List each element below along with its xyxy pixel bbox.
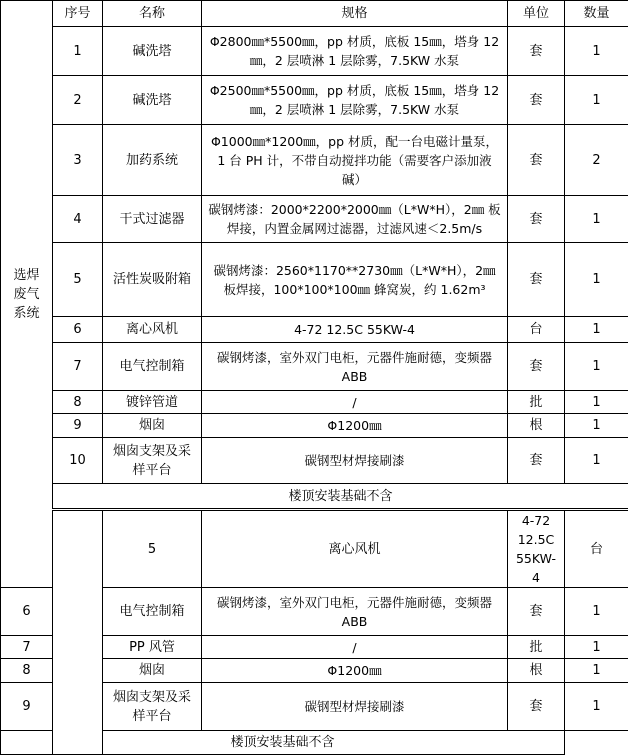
qty-cell: 1 <box>565 636 628 659</box>
name-cell: 离心风机 <box>103 317 202 343</box>
seq-cell: 10 <box>53 438 103 484</box>
header-name: 名称 <box>103 1 202 27</box>
unit-cell: 套 <box>508 243 565 317</box>
note-cell: 楼顶安装基础不含 <box>53 484 628 510</box>
header-unit: 单位 <box>508 1 565 27</box>
seq-cell: 7 <box>1 636 53 659</box>
unit-cell: 套 <box>508 27 565 76</box>
qty-cell: 1 <box>565 659 628 683</box>
name-cell: 烟囱支架及采样平台 <box>103 683 202 731</box>
spec-cell: Φ2500㎜*5500㎜，pp 材质，底板 15㎜，塔身 12㎜，2 层喷淋 1 层除雾，7.5KW 水泵 <box>202 76 508 125</box>
seq-cell: 5 <box>53 243 103 317</box>
unit-cell: 套 <box>508 125 565 196</box>
name-cell: 加药系统 <box>103 125 202 196</box>
table-row <box>1 438 628 484</box>
spec-cell: 碳钢烤漆：2000*2200*2000㎜（L*W*H），2㎜ 板焊接，内置金属网过滤器，过滤风速＜2.5m/s <box>202 196 508 243</box>
unit-cell: 套 <box>508 588 565 636</box>
table-row <box>1 196 628 243</box>
seq-cell: 2 <box>53 76 103 125</box>
header-qty: 数量 <box>565 1 628 27</box>
name-cell: 活性炭吸附箱 <box>103 243 202 317</box>
seq-cell: 9 <box>1 683 53 731</box>
spec-cell: 碳钢烤漆：2560*1170**2730㎜（L*W*H），2㎜ 板焊接，100*100*100㎜ 蜂窝炭，约 1.62m³ <box>202 243 508 317</box>
name-cell: 烟囱 <box>103 659 202 683</box>
spec-cell: Φ1200㎜ <box>202 659 508 683</box>
qty-cell: 1 <box>565 588 628 636</box>
header-seq: 序号 <box>53 1 103 27</box>
note-row <box>1 484 628 510</box>
group-label: 选焊 废气 系统 <box>13 268 39 321</box>
unit-cell: 根 <box>508 414 565 438</box>
table-row <box>1 391 628 414</box>
table-row <box>1 414 628 438</box>
name-cell: 碱洗塔 <box>103 27 202 76</box>
name-cell: 烟囱支架及采样平台 <box>103 438 202 484</box>
seq-cell: 6 <box>53 317 103 343</box>
spec-cell: Φ1000㎜*1200㎜，pp 材质，配一台电磁计量泵，1 台 PH 计，不带自动搅拌功能（需要客户添加液碱） <box>202 125 508 196</box>
note-row <box>1 731 628 755</box>
unit-cell: 台 <box>565 510 628 588</box>
seq-cell: 8 <box>53 391 103 414</box>
name-cell: 电气控制箱 <box>103 588 202 636</box>
seq-cell: 8 <box>1 659 53 683</box>
spec-cell: 碳钢烤漆，室外双门电柜，元器件施耐德，变频器 ABB <box>202 588 508 636</box>
header-row <box>1 1 628 27</box>
spec-cell: / <box>202 636 508 659</box>
unit-cell: 根 <box>508 659 565 683</box>
group-header-cell <box>1 1 53 588</box>
table-row <box>1 510 628 588</box>
table-row <box>1 27 628 76</box>
table-row <box>1 76 628 125</box>
qty-cell: 1 <box>565 243 628 317</box>
table-row <box>1 317 628 343</box>
unit-cell: 套 <box>508 196 565 243</box>
unit-cell: 套 <box>508 683 565 731</box>
qty-cell: 2 <box>565 125 628 196</box>
seq-cell: 9 <box>53 414 103 438</box>
seq-cell: 3 <box>53 125 103 196</box>
qty-cell: 1 <box>565 196 628 243</box>
name-cell: 烟囱 <box>103 414 202 438</box>
seq-cell: 6 <box>1 588 53 636</box>
qty-cell: 1 <box>565 27 628 76</box>
spec-cell: 碳钢型材焊接刷漆 <box>202 438 508 484</box>
table-row <box>1 343 628 391</box>
qty-cell: 1 <box>565 438 628 484</box>
qty-cell: 1 <box>565 414 628 438</box>
spec-cell: / <box>202 391 508 414</box>
spec-cell: 4-72 12.5C 55KW-4 <box>508 510 565 588</box>
name-cell: 碱洗塔 <box>103 76 202 125</box>
table-row <box>1 243 628 317</box>
spec-cell: Φ1200㎜ <box>202 414 508 438</box>
name-cell: 电气控制箱 <box>103 343 202 391</box>
qty-cell: 1 <box>565 391 628 414</box>
seq-cell: 5 <box>103 510 202 588</box>
qty-cell: 1 <box>565 76 628 125</box>
qty-cell: 1 <box>565 683 628 731</box>
qty-cell: 1 <box>565 343 628 391</box>
seq-cell: 7 <box>53 343 103 391</box>
seq-cell: 1 <box>53 27 103 76</box>
unit-cell: 台 <box>508 317 565 343</box>
note-cell: 楼顶安装基础不含 <box>1 731 565 755</box>
unit-cell: 批 <box>508 391 565 414</box>
table-row <box>1 125 628 196</box>
qty-cell: 1 <box>565 317 628 343</box>
unit-cell: 套 <box>508 76 565 125</box>
name-cell: PP 风管 <box>103 636 202 659</box>
spec-cell: 碳钢烤漆，室外双门电柜，元器件施耐德，变频器 ABB <box>202 343 508 391</box>
name-cell: 离心风机 <box>202 510 508 588</box>
spec-cell: 4-72 12.5C 55KW-4 <box>202 317 508 343</box>
name-cell: 干式过滤器 <box>103 196 202 243</box>
unit-cell: 套 <box>508 438 565 484</box>
seq-cell: 4 <box>53 196 103 243</box>
header-spec: 规格 <box>202 1 508 27</box>
unit-cell: 批 <box>508 636 565 659</box>
name-cell: 镀锌管道 <box>103 391 202 414</box>
spec-cell: Φ2800㎜*5500㎜，pp 材质，底板 15㎜，塔身 12㎜，2 层喷淋 1 层除雾，7.5KW 水泵 <box>202 27 508 76</box>
group-cell-2 <box>53 510 103 755</box>
unit-cell: 套 <box>508 343 565 391</box>
spec-cell: 碳钢型材焊接刷漆 <box>202 683 508 731</box>
